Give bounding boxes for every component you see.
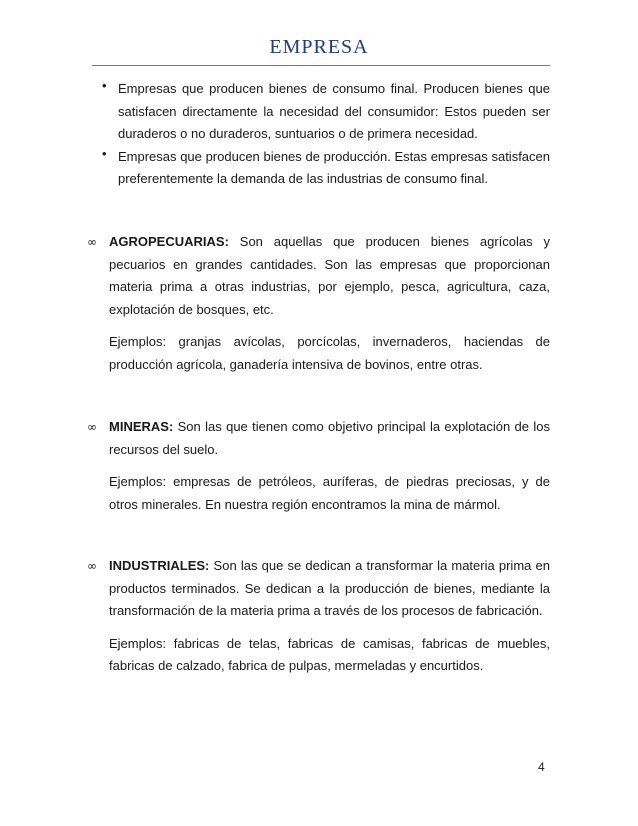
page-header-title: EMPRESA [269, 36, 369, 58]
section-examples: Ejemplos: empresas de petróleos, auríferas, de piedras preciosas, y de otros minerales. En nuestra región encontramos la mina de mármol. [109, 474, 550, 512]
section-body: Son las que se dedican a transformar la materia prima en productos terminados. Se dedican a la producción de bienes, mediante la transformación de la materia prima a través de los procesos de fabricación. [109, 558, 550, 618]
section-agropecuarias [87, 231, 550, 376]
section-paragraph [109, 416, 550, 461]
section-examples: Ejemplos: fabricas de telas, fabricas de camisas, fabricas de muebles, fabricas de calzado, fabrica de pulpas, mermeladas y encurtidos. [109, 635, 550, 673]
section-heading: AGROPECUARIAS: [109, 234, 229, 249]
list-item [102, 145, 550, 191]
section-heading: INDUSTRIALES: [109, 558, 210, 573]
section-body: Son las que tienen como objetivo principal la explotación de los recursos del suelo. [109, 419, 550, 457]
bullet-text: Empresas que producen bienes de consumo final. Producen bienes que satisfacen directamente la necesidad del consumidor: Estos pueden ser duraderos o no duraderos, suntuarios o de primera necesidad. [118, 81, 550, 141]
page-number: 4 [538, 760, 545, 774]
infinity-icon: ∞ [87, 420, 97, 434]
bullet-icon: • [102, 145, 107, 161]
bullet-text: Empresas que producen bienes de producción. Estas empresas satisfacen preferentemente la demanda de las industrias de consumo final. [118, 148, 550, 186]
infinity-icon: ∞ [87, 559, 97, 573]
bullet-list [102, 78, 550, 191]
section-mineras [87, 416, 550, 516]
section-examples: Ejemplos: granjas avícolas, porcícolas, invernaderos, haciendas de producción agrícola, ganadería intensiva de bovinos, entre otras. [109, 334, 550, 372]
section-heading: MINERAS: [109, 419, 174, 434]
list-item [102, 78, 550, 146]
infinity-icon: ∞ [87, 235, 97, 249]
bullet-icon: • [102, 78, 107, 93]
section-body: Son aquellas que producen bienes agrícolas y pecuarios en grandes cantidades. Son las empresas que proporcionan materia prima a otras industrias, por ejemplo, pesca, agricultura, caza, explotación de bosques, etc. [109, 234, 550, 317]
header-divider [92, 65, 550, 66]
section-paragraph [109, 231, 550, 321]
section-industriales [87, 555, 550, 678]
section-paragraph [109, 555, 550, 623]
